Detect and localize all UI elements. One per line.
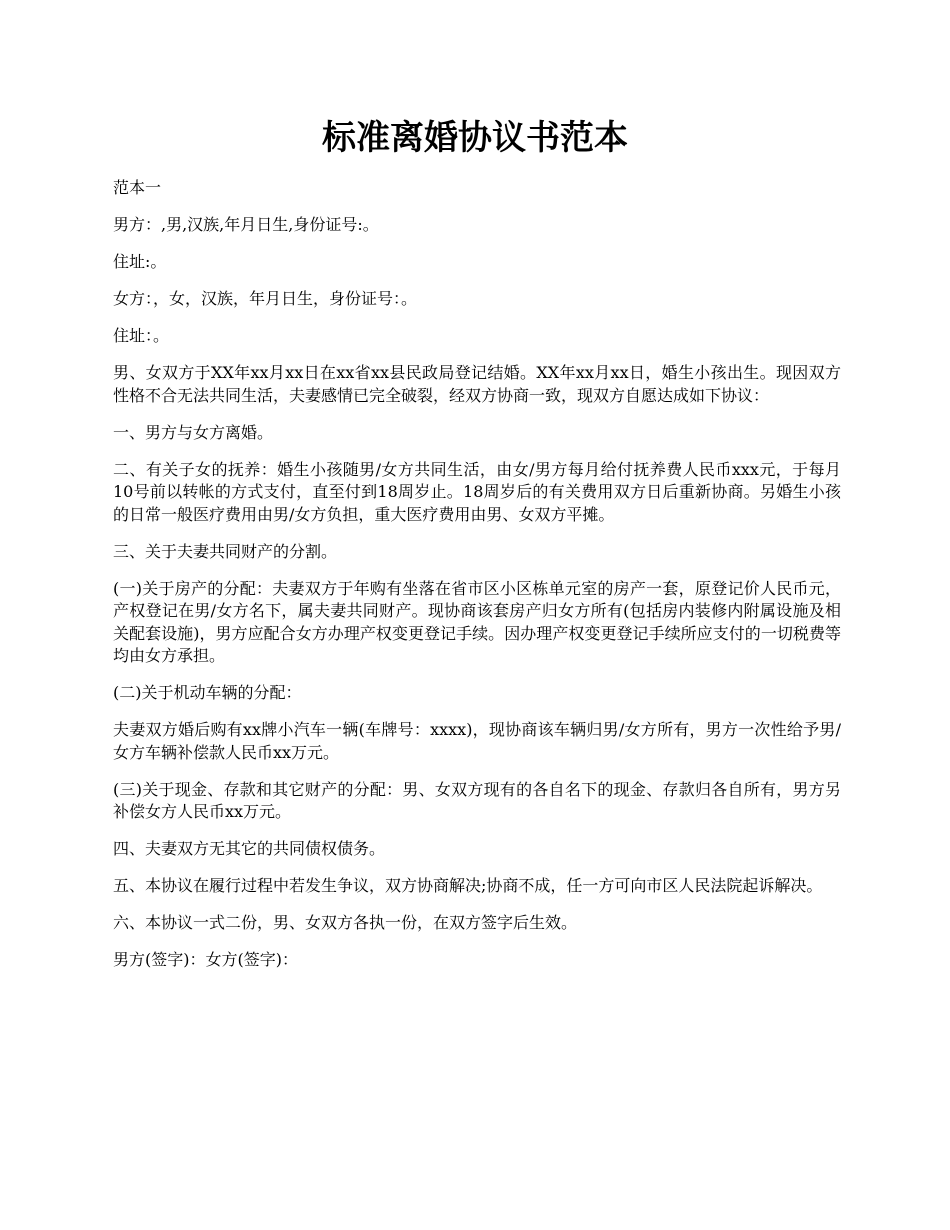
paragraph-property-vehicle: 夫妻双方婚后购有xx牌小汽车一辆(车牌号：xxxx)，现协商该车辆归男/女方所有，男方一次性给予男/女方车辆补偿款人民币xx万元。 (113, 720, 841, 762)
paragraph-template-label: 范本一 (113, 178, 162, 197)
paragraph-husband-address: 住址:。 (113, 252, 167, 271)
paragraph-property-cash: (三)关于现金、存款和其它财产的分配：男、女双方现有的各自名下的现金、存款归各自所有，男方另补偿女方人民币xx万元。 (113, 779, 841, 821)
document-body (113, 177, 841, 986)
paragraph-marriage-background: 男、女双方于XX年xx月xx日在xx省xx县民政局登记结婚。XX年xx月xx日，婚生小孩出生。现因双方性格不合无法共同生活，夫妻感情已完全破裂，经双方协商一致，现双方自愿达成如下协议： (113, 363, 841, 405)
paragraph-property-housing: (一)关于房产的分配：夫妻双方于年购有坐落在省市区小区栋单元室的房产一套，原登记价人民币元，产权登记在男/女方名下，属夫妻共同财产。现协商该套房产归女方所有(包括房内装修内附属设施及相关配套设施)，男方应配合女方办理产权变更登记手续。因办理产权变更登记手续所应支付的一切税费等均由女方承担。 (113, 578, 841, 665)
paragraph-clause-6-copies: 六、本协议一式二份，男、女双方各执一份，在双方签字后生效。 (113, 913, 578, 932)
paragraph-clause-4-debts: 四、夫妻双方无其它的共同债权债务。 (113, 839, 386, 858)
paragraph-wife-address: 住址：。 (113, 326, 170, 345)
paragraph-signatures: 男方(签字)：女方(签字)： (113, 950, 298, 969)
document-title: 标准离婚协议书范本 (322, 118, 628, 158)
paragraph-clause-5-disputes: 五、本协议在履行过程中若发生争议，双方协商解决;协商不成，任一方可向市区人民法院起诉解决。 (113, 876, 823, 895)
paragraph-wife-info: 女方：，女，汉族，年月日生，身份证号：。 (113, 289, 418, 308)
paragraph-husband-info: 男方：,男,汉族,年月日生,身份证号:。 (113, 215, 379, 234)
paragraph-property-vehicle-heading: (二)关于机动车辆的分配： (113, 683, 302, 702)
paragraph-clause-3-property: 三、关于夫妻共同财产的分割。 (113, 541, 338, 561)
paragraph-clause-2-child-support: 二、有关子女的抚养：婚生小孩随男/女方共同生活，由女/男方每月给付抚养费人民币xxx元，于每月10号前以转帐的方式支付，直至付到18周岁止。18周岁后的有关费用双方日后重新协商。另婚生小孩的日常一般医疗费用由男/女方负担，重大医疗费用由男、女双方平摊。 (113, 459, 841, 524)
paragraph-clause-1-divorce: 一、男方与女方离婚。 (113, 422, 274, 442)
